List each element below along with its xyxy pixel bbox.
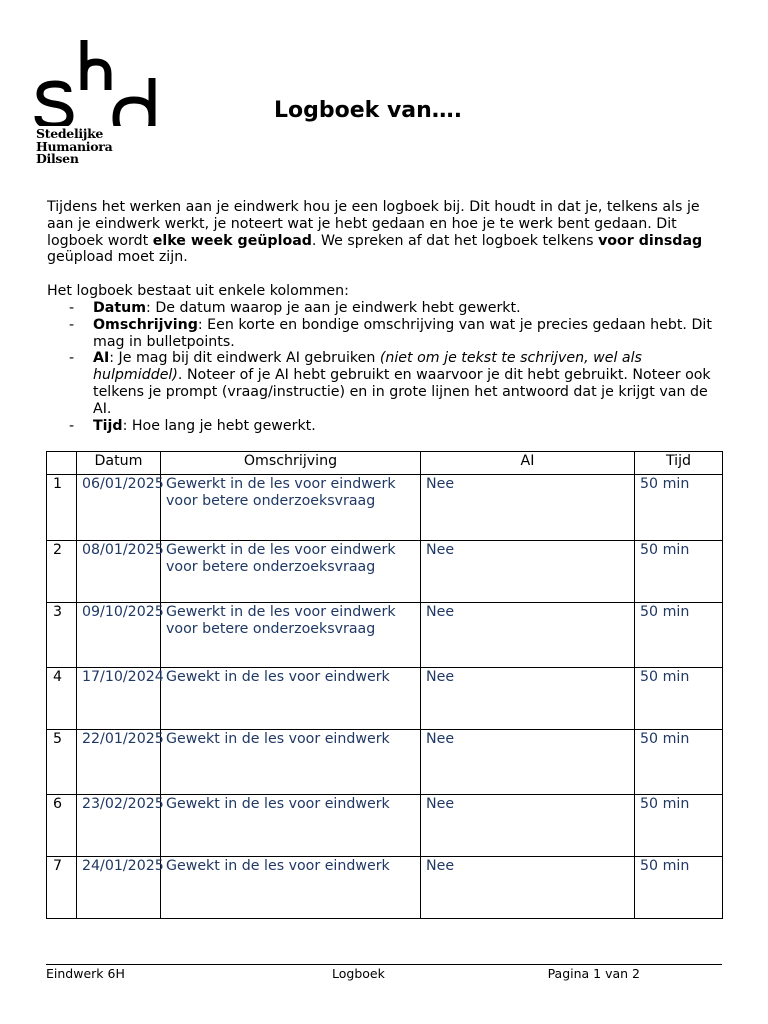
columns-intro: Het logboek bestaat uit enkele kolommen:	[47, 283, 349, 300]
table-row	[47, 541, 723, 603]
row-date: 17/10/2024	[77, 668, 161, 730]
table-header-row	[47, 452, 723, 475]
row-time: 50 min	[635, 475, 723, 541]
table-row	[47, 603, 723, 668]
school-logo	[34, 38, 160, 168]
row-ai: Nee	[421, 668, 635, 730]
row-ai: Nee	[421, 541, 635, 603]
table-row	[47, 730, 723, 795]
document-body	[47, 199, 727, 434]
row-time: 50 min	[635, 668, 723, 730]
table-row	[47, 475, 723, 541]
logo-school-name: Stedelijke Humaniora Dilsen	[36, 126, 113, 166]
row-ai: Nee	[421, 475, 635, 541]
header-ai: AI	[421, 452, 635, 475]
row-number: 1	[47, 475, 77, 541]
row-number: 4	[47, 668, 77, 730]
intro-paragraph: Tijdens het werken aan je eindwerk hou je een logboek bij. Dit houdt in dat je, telkens als je aan je eindwerk werkt, je noteert wat je hebt gedaan en hoe je te werk bent gedaan. Dit logboek wordt elke week geüpload. We spreken af dat het logboek telkens voor dinsdag geüpload moet zijn.	[47, 199, 703, 266]
row-number: 7	[47, 857, 77, 919]
row-date: 22/01/2025	[77, 730, 161, 795]
row-number: 2	[47, 541, 77, 603]
footer-page-number: Pagina 1 van 2	[547, 966, 640, 981]
table-row	[47, 857, 723, 919]
row-description: Gewekt in de les voor eindwerk	[161, 795, 421, 857]
header-date: Datum	[77, 452, 161, 475]
row-description: Gewekt in de les voor eindwerk	[161, 857, 421, 919]
header-description: Omschrijving	[161, 452, 421, 475]
row-ai: Nee	[421, 795, 635, 857]
list-item: - AI: Je mag bij dit eindwerk AI gebruiken (niet om je tekst te schrijven, wel als hulpmiddel). Noteer of je AI hebt gebruikt en waarvoor je dit hebt gebruikt. Noteer ook telkens je prompt (vraag/instructie) en in grote lijnen het antwoord dat je krijgt van de AI.	[69, 350, 711, 417]
header-number	[47, 452, 77, 475]
columns-list	[47, 300, 727, 434]
shd-logo-icon	[34, 38, 160, 128]
list-item: - Tijd: Hoe lang je hebt gewerkt.	[69, 417, 316, 434]
row-time: 50 min	[635, 730, 723, 795]
row-time: 50 min	[635, 541, 723, 603]
footer-left: Eindwerk 6H	[46, 966, 125, 981]
table-row	[47, 795, 723, 857]
row-time: 50 min	[635, 795, 723, 857]
row-time: 50 min	[635, 857, 723, 919]
page-title: Logboek van….	[274, 98, 463, 123]
header-time: Tijd	[635, 452, 723, 475]
row-date: 23/02/2025	[77, 795, 161, 857]
footer-center: Logboek	[332, 966, 385, 981]
logbook-table	[46, 451, 723, 919]
row-number: 3	[47, 603, 77, 668]
row-description: Gewerkt in de les voor eindwerk voor betere onderzoeksvraag	[161, 475, 421, 541]
row-time: 50 min	[635, 603, 723, 668]
row-description: Gewerkt in de les voor eindwerk voor betere onderzoeksvraag	[161, 541, 421, 603]
row-description: Gewekt in de les voor eindwerk	[161, 730, 421, 795]
row-date: 09/10/2025	[77, 603, 161, 668]
page-footer	[46, 964, 722, 985]
list-item: - Omschrijving: Een korte en bondige omschrijving van wat je precies gedaan hebt. Dit mag in bulletpoints.	[69, 316, 712, 350]
row-date: 24/01/2025	[77, 857, 161, 919]
row-description: Gewekt in de les voor eindwerk	[161, 668, 421, 730]
table-row	[47, 668, 723, 730]
row-date: 06/01/2025	[77, 475, 161, 541]
list-item: - Datum: De datum waarop je aan je eindwerk hebt gewerkt.	[69, 299, 521, 316]
row-ai: Nee	[421, 730, 635, 795]
row-number: 5	[47, 730, 77, 795]
row-description: Gewerkt in de les voor eindwerk voor betere onderzoeksvraag	[161, 603, 421, 668]
row-ai: Nee	[421, 603, 635, 668]
row-date: 08/01/2025	[77, 541, 161, 603]
row-ai: Nee	[421, 857, 635, 919]
row-number: 6	[47, 795, 77, 857]
